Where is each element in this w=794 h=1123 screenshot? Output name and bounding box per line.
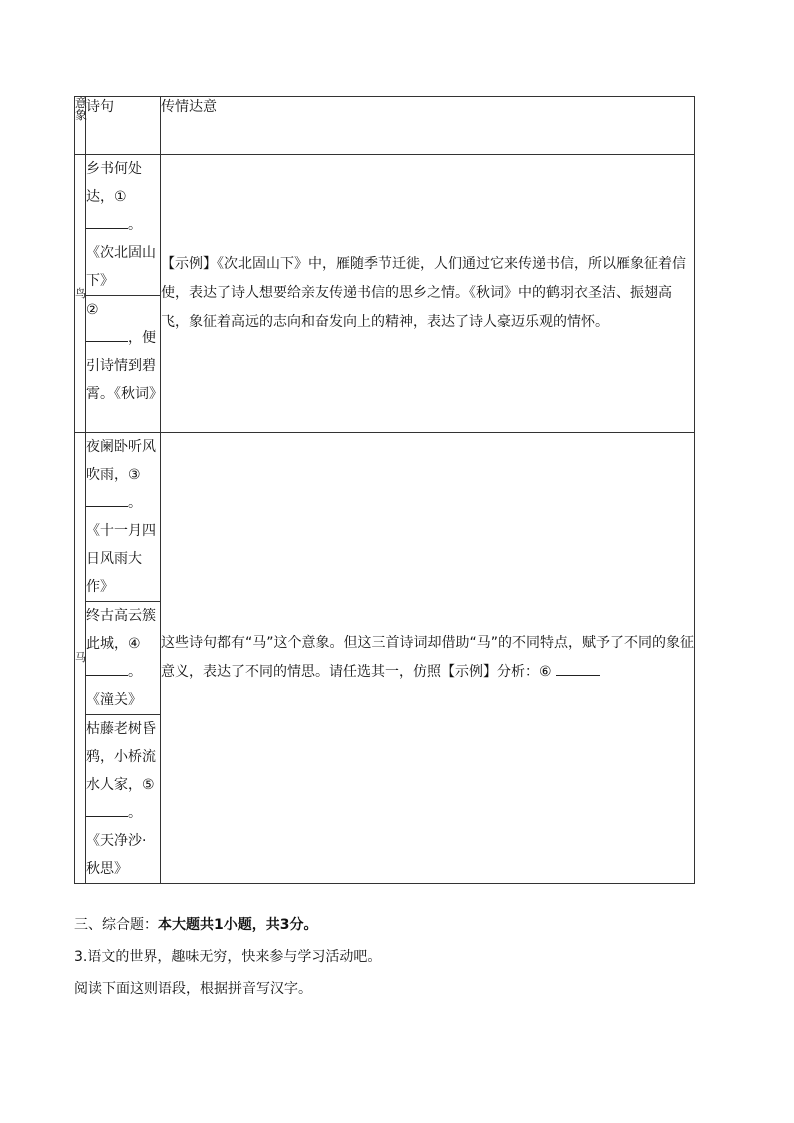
fill-blank-6[interactable] — [556, 661, 600, 676]
section-prefix: 三、综合题： — [74, 917, 158, 933]
header-imagery: 意象 — [75, 97, 86, 155]
verse-cell-4 — [86, 602, 161, 715]
fill-blank-1[interactable] — [86, 212, 128, 229]
fill-blank-3[interactable] — [86, 490, 128, 507]
verse-text: 。《天净沙·秋思》 — [86, 805, 147, 877]
verse-cell-5 — [86, 715, 161, 884]
imagery-label: 马 — [75, 651, 86, 664]
verse-text: 乡书何处达，① — [86, 161, 142, 205]
fill-blank-2[interactable] — [86, 325, 128, 342]
verse-cell-1 — [86, 155, 161, 296]
verse-text: ，便引诗情到碧霄。《秋词》 — [86, 330, 163, 402]
fill-blank-5[interactable] — [86, 800, 128, 817]
fill-blank-4[interactable] — [86, 659, 128, 676]
verse-text: 夜阑卧听风吹雨，③ — [86, 439, 156, 483]
verse-text: 枯藤老树昏鸦，小桥流水人家，⑤ — [86, 721, 156, 793]
verse-cell-3 — [86, 433, 161, 602]
emotion-task-text: 这些诗句都有“马”这个意象。但这三首诗词却借助“马”的不同特点，赋予了不同的象征意义，表达了不同的情思。请任选其一，仿照【示例】分析：⑥ — [161, 635, 695, 680]
imagery-cell-horse — [75, 433, 86, 884]
header-poem-line: 诗句 — [86, 97, 161, 155]
emotion-cell-example: 【示例】《次北固山下》中，雁随季节迁徙，人们通过它来传递书信，所以雁象征着信使，表达了诗人想要给亲友传递书信的思乡之情。《秋词》中的鹤羽衣圣洁、振翅高飞，象征着高远的志向和奋发向上的精神，表达了诗人豪迈乐观的情怀。 — [161, 155, 695, 433]
header-emotion: 传情达意 — [161, 97, 695, 155]
section-score: 本大题共1小题，共3分。 — [158, 917, 318, 933]
verse-text: 。《潼关》 — [86, 664, 142, 708]
section-heading — [74, 915, 317, 935]
emotion-cell-task — [161, 433, 695, 884]
table-header-row — [75, 97, 695, 155]
verse-text: 。《十一月四日风雨大作》 — [86, 495, 156, 595]
imagery-label: 鸟 — [75, 286, 86, 300]
table-row — [75, 155, 695, 296]
verse-cell-2 — [86, 296, 161, 433]
question-instruction: 阅读下面这则语段，根据拼音写汉字。 — [74, 981, 312, 997]
verse-text: 。《次北固山下》 — [86, 217, 156, 289]
question-3: 3.语文的世界，趣味无穷，快来参与学习活动吧。 — [74, 949, 382, 965]
verse-text: 终古高云簇此城，④ — [86, 608, 156, 652]
table-row — [75, 433, 695, 602]
poem-imagery-table — [74, 96, 695, 884]
verse-text: ② — [86, 302, 99, 318]
imagery-cell-bird — [75, 155, 86, 433]
